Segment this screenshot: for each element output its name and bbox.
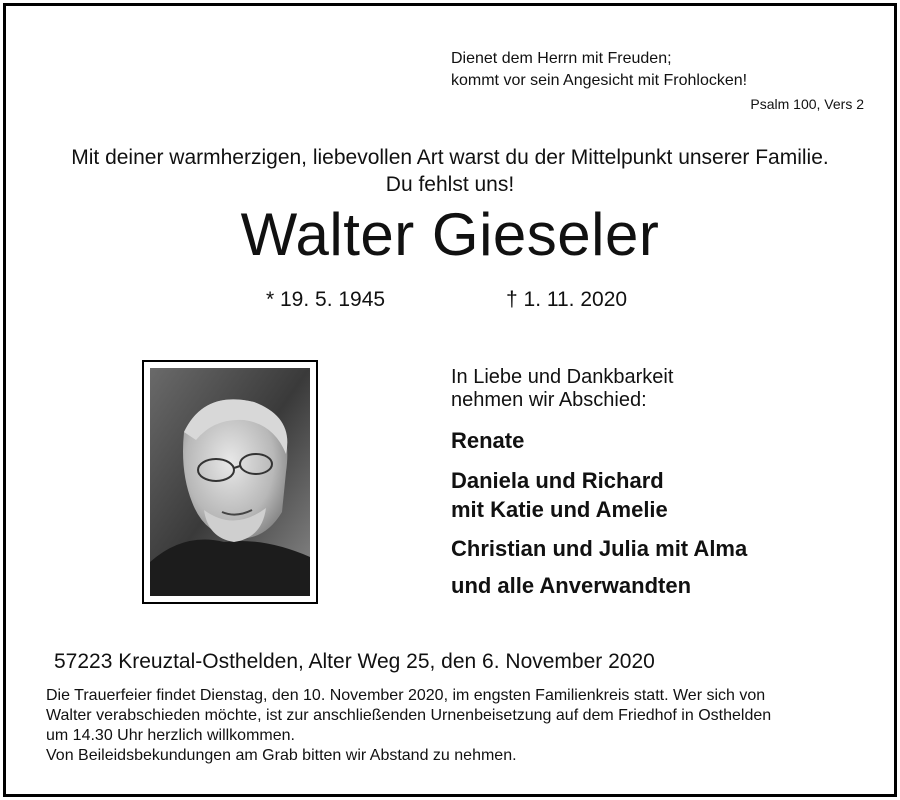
intro-line-1: Mit deiner warmherzigen, liebevollen Art warst du der Mittelpunkt unserer Familie. — [71, 146, 829, 169]
portrait-image — [144, 362, 316, 602]
intro-line-2: Du fehlst uns! — [385, 173, 515, 196]
notice-line-2: Walter verabschieden möchte, ist zur anschließenden Urnenbeisetzung auf dem Friedhof in Osthelden — [46, 707, 772, 724]
notice-line-3: um 14.30 Uhr herzlich willkommen. — [46, 727, 295, 744]
birth-date: * 19. 5. 1945 — [266, 288, 386, 311]
mourner-4: und alle Anverwandten — [451, 573, 692, 598]
portrait-photo — [142, 360, 318, 604]
funeral-notice — [46, 686, 866, 766]
obituary-frame — [3, 3, 897, 797]
verse-line-2: kommt vor sein Angesicht mit Frohlocken! — [451, 72, 748, 89]
mourner-1: Renate — [451, 428, 525, 453]
death-date: † 1. 11. 2020 — [506, 288, 628, 311]
mourner-2a: Daniela und Richard — [451, 468, 664, 493]
notice-line-1: Die Trauerfeier findet Dienstag, den 10. November 2020, im engsten Familienkreis statt. Wer sich von — [46, 687, 766, 704]
deceased-name: Walter Gieseler — [240, 201, 660, 268]
farewell-text — [451, 366, 673, 412]
mourner-2b: mit Katie und Amelie — [451, 497, 668, 522]
place-and-date: 57223 Kreuztal-Osthelden, Alter Weg 25, den 6. November 2020 — [54, 650, 655, 673]
notice-line-4: Von Beileidsbekundungen am Grab bitten wir Abstand zu nehmen. — [46, 747, 517, 764]
intro-text — [0, 144, 900, 198]
farewell-line-1: In Liebe und Dankbarkeit — [451, 366, 674, 388]
mourner-3: Christian und Julia mit Alma — [451, 536, 748, 561]
verse-line-1: Dienet dem Herrn mit Freuden; — [451, 50, 672, 67]
bible-verse — [451, 48, 747, 92]
farewell-line-2: nehmen wir Abschied: — [451, 389, 647, 411]
verse-reference: Psalm 100, Vers 2 — [750, 96, 864, 112]
